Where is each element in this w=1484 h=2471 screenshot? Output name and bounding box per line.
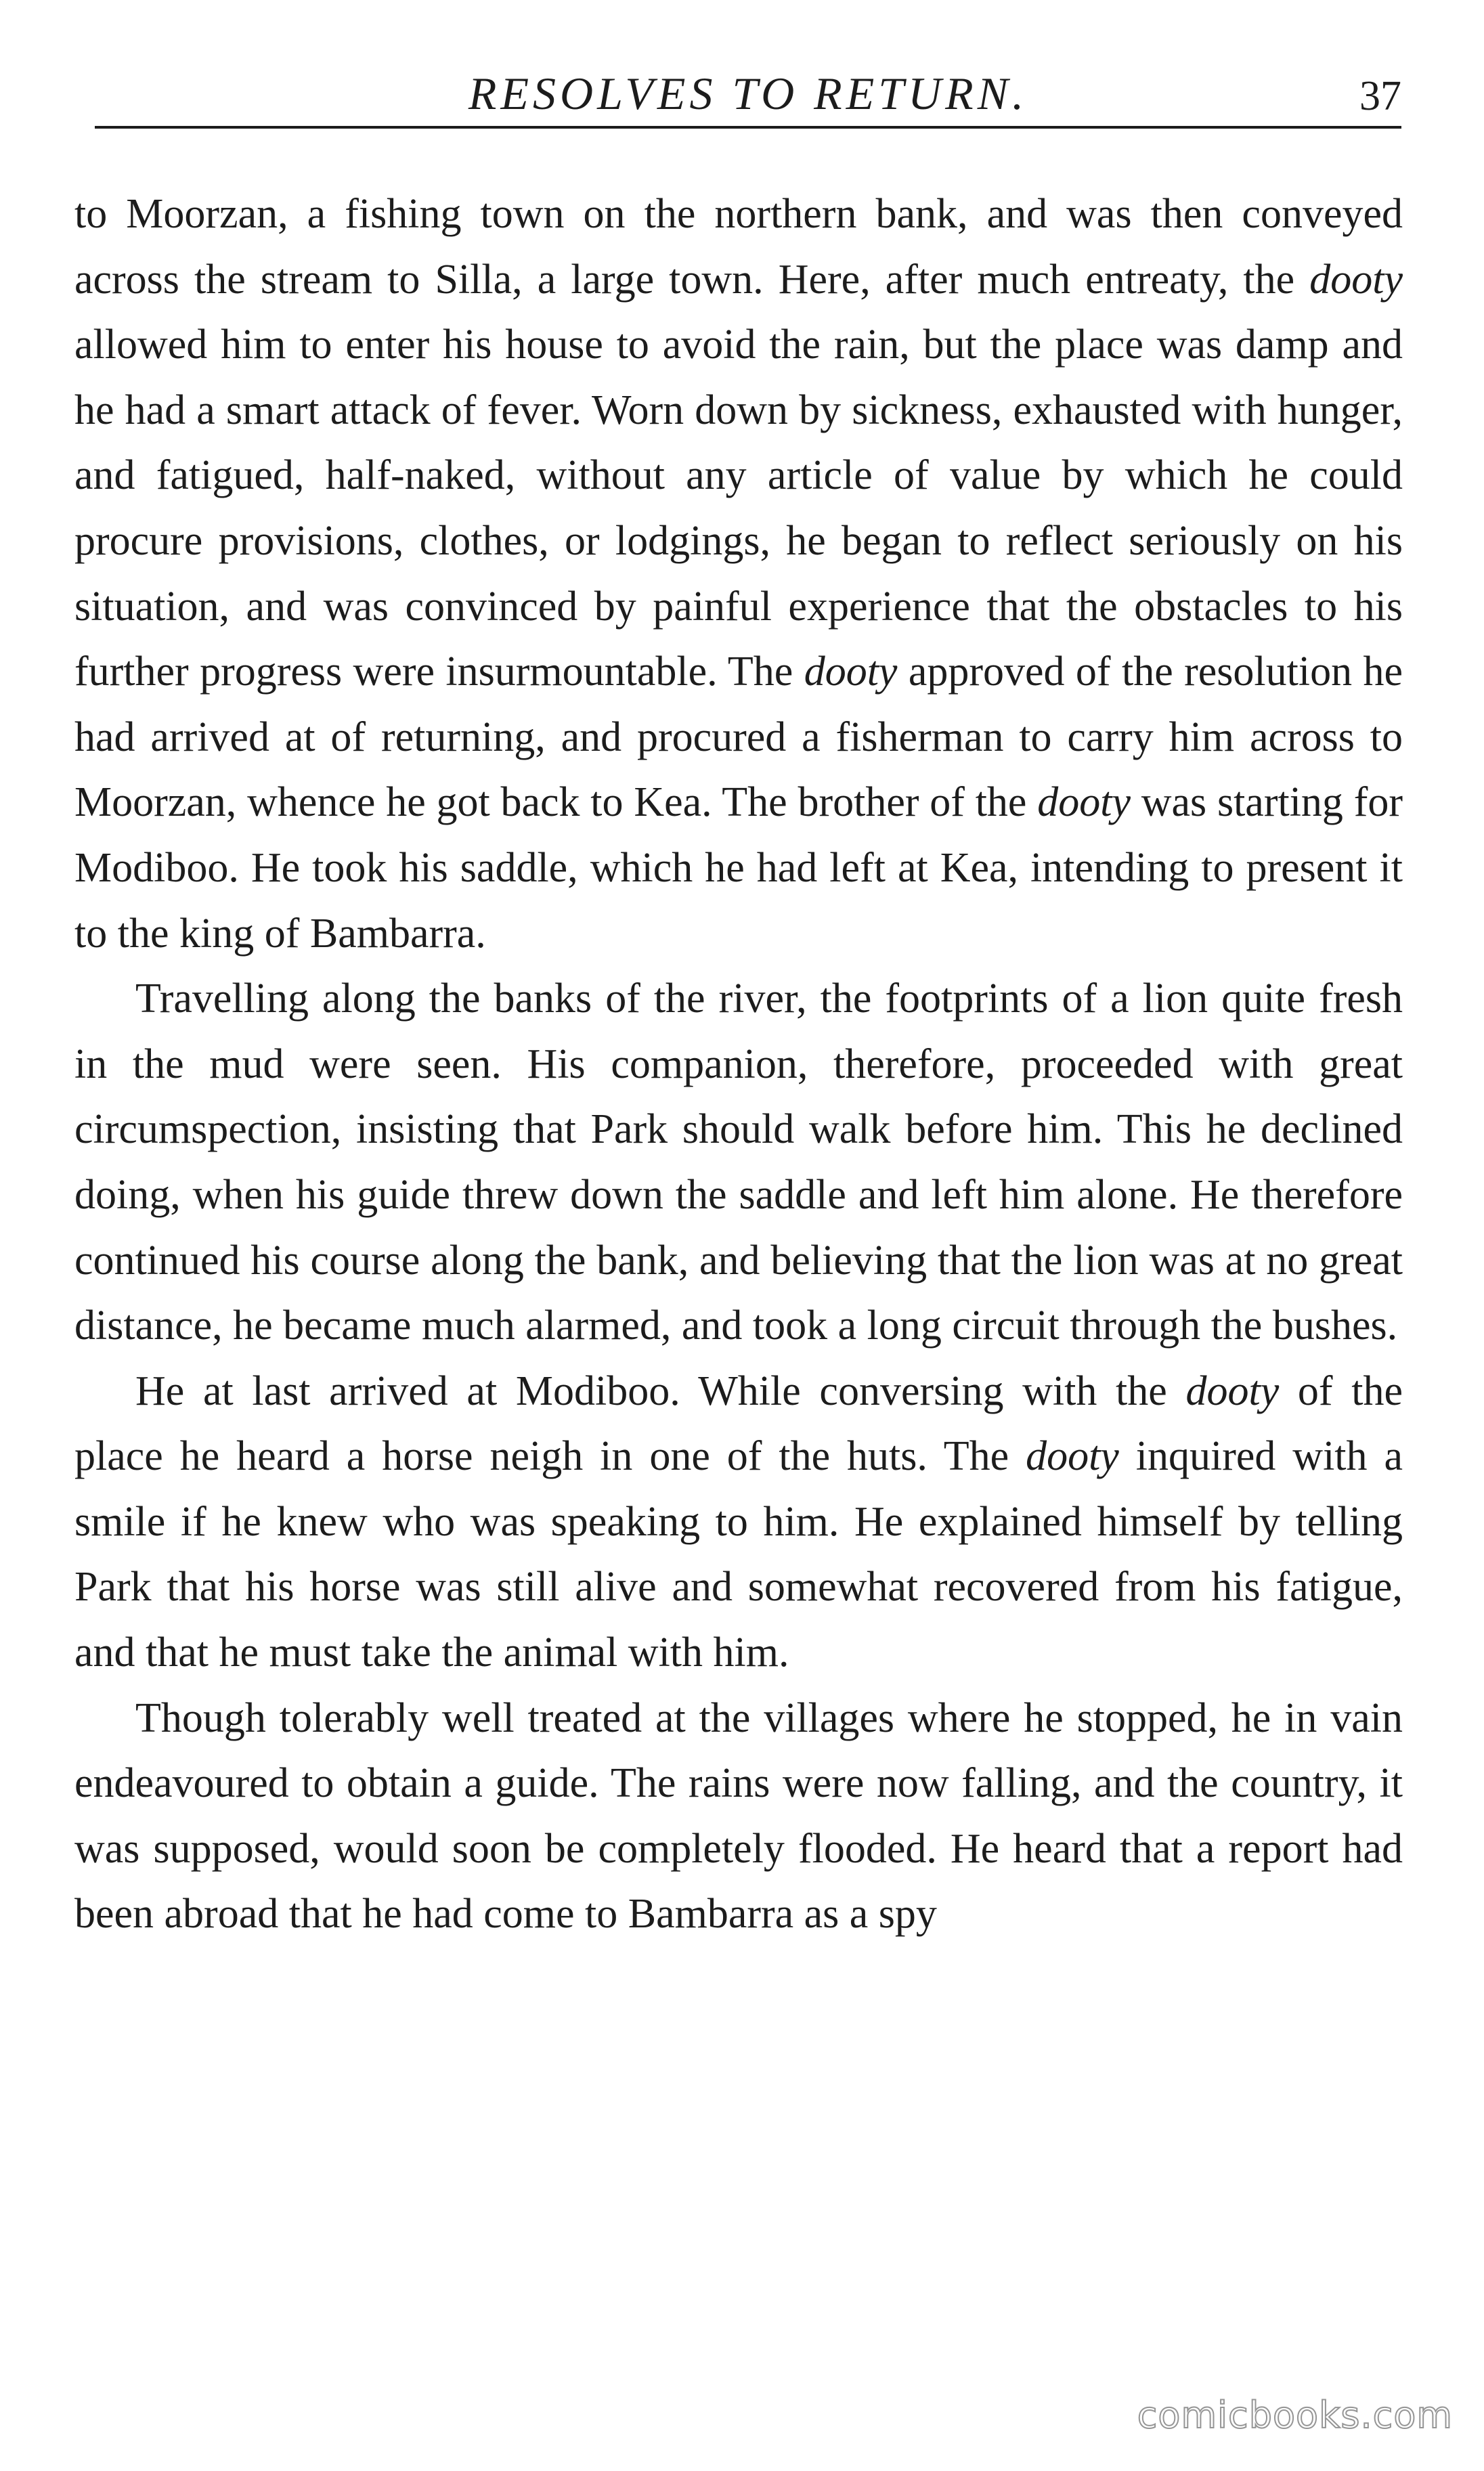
text-run: was starting for Modiboo. He took his saddle, which he had left at Kea, intending to present it to the king of Bambarra. bbox=[74, 779, 1403, 957]
paragraph bbox=[74, 1686, 1403, 1947]
running-title: RESOLVES TO RETURN. bbox=[468, 68, 1028, 119]
paragraph bbox=[74, 181, 1403, 966]
watermark: comicbooks.com bbox=[1137, 2394, 1453, 2436]
text-run: Though tolerably well treated at the villages where he stopped, he in vain endeavoured to obtain a guide. The rains were now falling, and the country, it was supposed, would soon be completely flooded. He heard that a report had been abroad that he had come to Bambarra as a spy bbox=[74, 1694, 1403, 1938]
header-rule bbox=[95, 126, 1401, 129]
paragraph bbox=[74, 1359, 1403, 1686]
text-run: Travelling along the banks of the river, the footprints of a lion quite fresh in the mud were seen. His companion, therefore, proceeded with great circumspection, insisting that Park should walk before him. This he declined doing, when his guide threw down the saddle and left him alone. He therefore continued his course along the bank, and believing that the lion was at no great distance, he became much alarmed, and took a long circuit through the bushes. bbox=[74, 976, 1403, 1349]
running-head bbox=[95, 60, 1401, 134]
italic-term: dooty bbox=[1026, 1433, 1119, 1480]
italic-term: dooty bbox=[1185, 1368, 1280, 1414]
italic-term: dooty bbox=[1309, 256, 1403, 303]
italic-term: dooty bbox=[804, 649, 898, 695]
text-run: approved of the resolution he had arrived at of returning, and procured a fisherman to carry him across to Moorzan, whence he got back to Kea. The brother of the bbox=[74, 649, 1403, 826]
text-run: to Moorzan, a fishing town on the northern bank, and was then conveyed across the stream to Silla, a large town. Here, after much entreaty, the bbox=[74, 191, 1403, 303]
italic-term: dooty bbox=[1037, 779, 1131, 826]
text-run: allowed him to enter his house to avoid the rain, but the place was damp and he had a smart attack of fever. Worn down by sickness, exhausted with hunger, and fatigued, half-naked, without any article of value by which he could procure provisions, clothes, or lodgings, he began to reflect seriously on his situation, and was convinced by painful experience that the obstacles to his further progress were insurmountable. The bbox=[74, 322, 1403, 695]
text-run: of the place he heard a horse neigh in one of the huts. The bbox=[74, 1368, 1403, 1480]
text-run: inquired with a smile if he knew who was speaking to him. He explained himself by telling Park that his horse was still alive and somewhat recovered from his fatigue, and that he must take the animal with him. bbox=[74, 1433, 1403, 1676]
text-run: He at last arrived at Modiboo. While conversing with the bbox=[135, 1368, 1186, 1414]
body-text bbox=[74, 181, 1403, 1947]
paragraph bbox=[74, 966, 1403, 1359]
page-number: 37 bbox=[1359, 73, 1401, 119]
